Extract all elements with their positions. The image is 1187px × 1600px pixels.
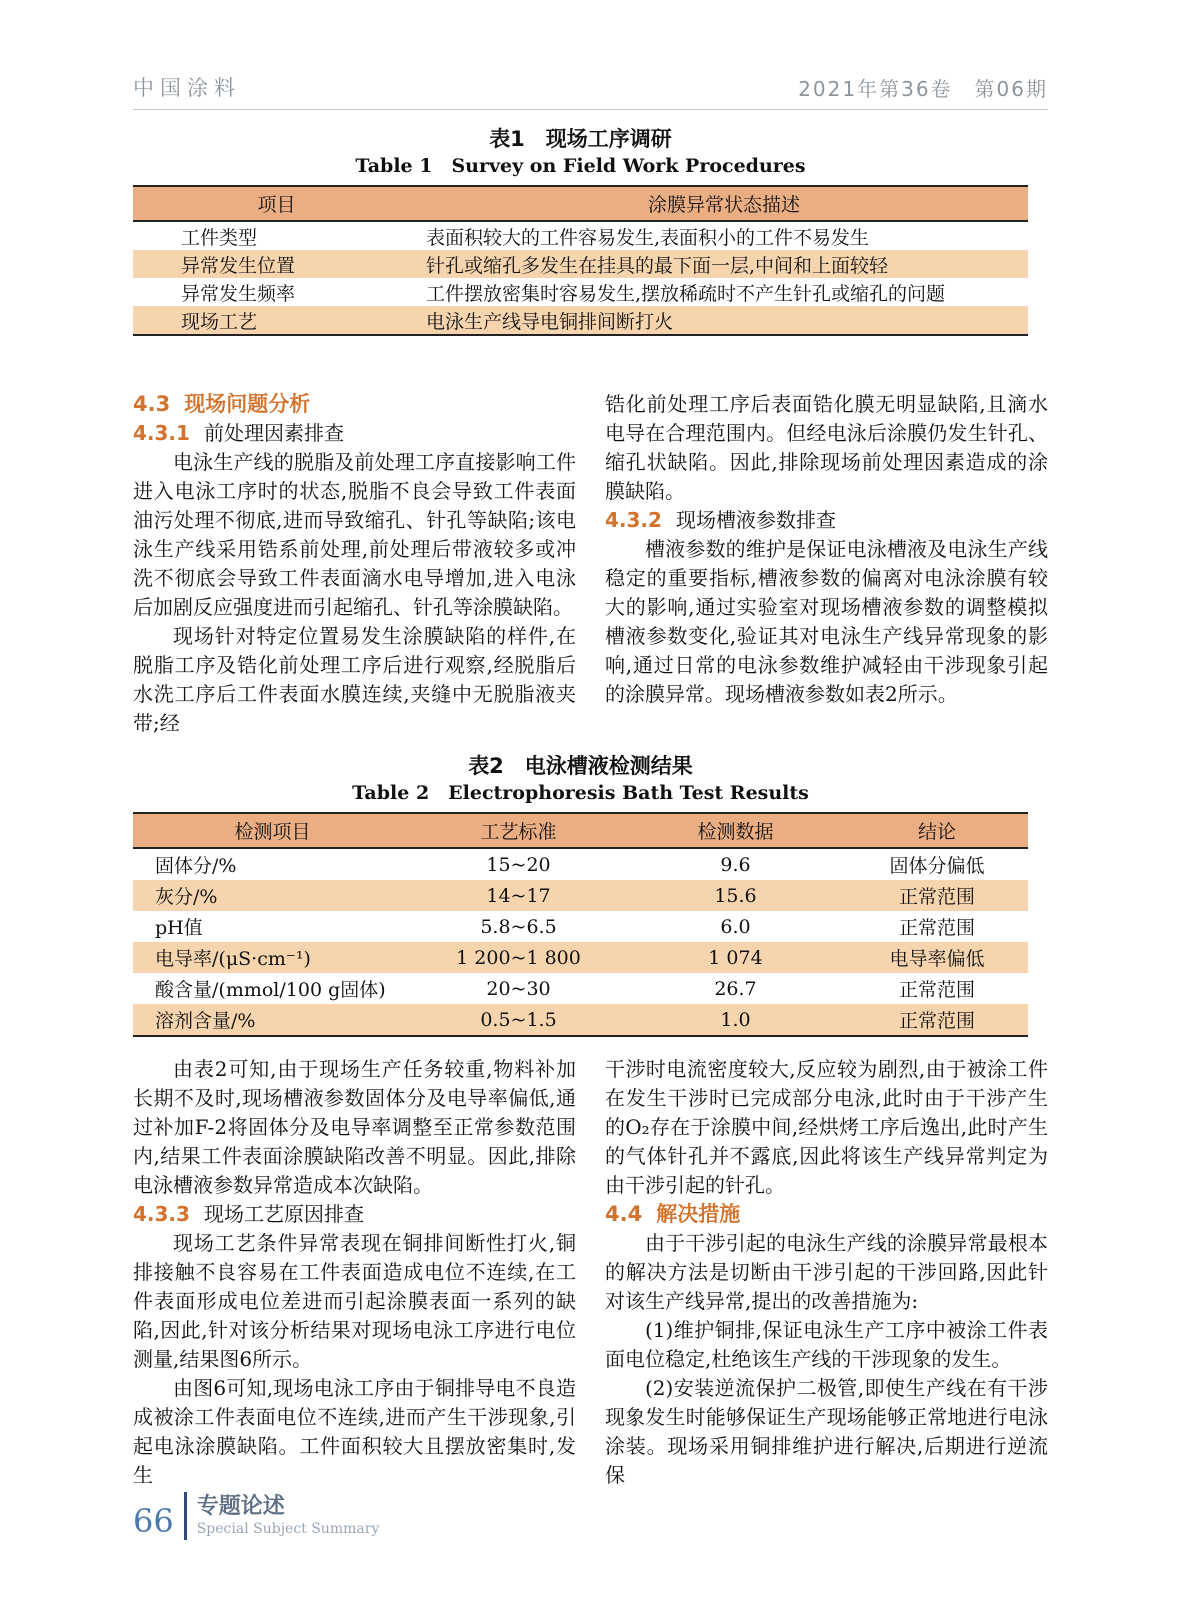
table2-caption-cn: 表2 电泳槽液检测结果 (468, 754, 693, 778)
paragraph: (2)安装逆流保护二极管,即使生产线在有干涉现象发生时能够保证生产现场能够正常地进行电泳涂装。现场采用铜排维护进行解决,后期进行逆流保 (605, 1376, 1048, 1487)
table-cell: 电导率偏低 (889, 948, 985, 970)
table2-col-header: 结论 (846, 813, 1028, 848)
table-row (133, 880, 1028, 911)
table-cell: 9.6 (720, 853, 751, 876)
subsection-number: 4.3.3 (133, 1202, 190, 1226)
footer-column-labels (197, 1494, 380, 1538)
table2-header-row (133, 813, 1028, 848)
table2-block (133, 753, 1028, 1037)
left-column (133, 1055, 576, 1490)
table-row (133, 942, 1028, 973)
table-cell: 正常范围 (898, 917, 975, 939)
table-cell: 酸含量/(mmol/100 g固体) (155, 979, 386, 1001)
section-title: 解决措施 (656, 1202, 741, 1226)
table-cell: 15~20 (486, 853, 551, 876)
table-cell: 电泳生产线导电铜排间断打火 (426, 310, 674, 333)
table1 (133, 185, 1028, 336)
section-title: 现场问题分析 (184, 392, 311, 416)
running-head (133, 72, 1048, 110)
table2-col-header: 检测项目 (133, 813, 412, 848)
table-cell: 现场工艺 (181, 310, 258, 333)
section-number: 4.4 (605, 1202, 643, 1226)
table-cell: 灰分/% (155, 886, 218, 908)
table-cell: 正常范围 (898, 886, 975, 908)
table1-col-header: 涂膜异常状态描述 (420, 186, 1028, 221)
paragraph: 干涉时电流密度较大,反应较为剧烈,由于被涂工件在发生干涉时已完成部分电泳,此时由于干涉产生的O₂存在于涂膜中间,经烘烤工序后逸出,此时产生的气体针孔并不露底,因此将该生产线异常判定为由干涉引起的针孔。 (605, 1057, 1048, 1197)
table-row (133, 250, 1028, 278)
table1-block (133, 126, 1028, 336)
page-footer (133, 1492, 379, 1540)
section-heading-4-4 (605, 1200, 1048, 1229)
table-cell: 异常发生频率 (181, 282, 296, 305)
table-row (133, 911, 1028, 942)
right-column (605, 390, 1048, 738)
footer-column-name-cn: 专题论述 (196, 1494, 285, 1519)
right-column (605, 1055, 1048, 1490)
table-cell: 固体分/% (155, 855, 237, 877)
table2 (133, 812, 1028, 1037)
subsection-title: 现场工艺原因排查 (203, 1202, 364, 1226)
footer-divider-bar (184, 1492, 187, 1540)
table1-col-header: 项目 (133, 186, 420, 221)
body-section-1 (133, 390, 1048, 738)
table-cell: 5.8~6.5 (480, 915, 557, 938)
page-number: 66 (133, 1502, 174, 1540)
paragraph: (1)维护铜排,保证电泳生产工序中被涂工件表面电位稳定,杜绝该生产线的干涉现象的发生。 (605, 1318, 1048, 1371)
subsection-number: 4.3.2 (605, 508, 662, 532)
subsection-heading-4-3-1 (133, 419, 576, 448)
table-cell: 1.0 (720, 1008, 751, 1031)
table-row (133, 278, 1028, 306)
table2-caption-en: Table 2 Electrophoresis Bath Test Results (352, 782, 809, 804)
table-cell: 电导率/(μS·cm⁻¹) (155, 948, 311, 970)
table-row (133, 1004, 1028, 1036)
table-row (133, 306, 1028, 335)
table1-caption-en: Table 1 Survey on Field Work Procedures (355, 155, 806, 177)
table-row (133, 973, 1028, 1004)
table-cell: 正常范围 (898, 979, 975, 1001)
table-cell: 工件类型 (181, 226, 258, 249)
table-cell: 针孔或缩孔多发生在挂具的最下面一层,中间和上面较轻 (426, 254, 889, 277)
paragraph: 锆化前处理工序后表面锆化膜无明显缺陷,且滴水电导在合理范围内。但经电泳后涂膜仍发生针孔、缩孔状缺陷。因此,排除现场前处理因素造成的涂膜缺陷。 (605, 392, 1048, 503)
table1-caption-cn: 表1 现场工序调研 (489, 127, 672, 151)
body-section-2 (133, 1055, 1048, 1490)
table2-col-header: 工艺标准 (412, 813, 625, 848)
table-row (133, 221, 1028, 250)
subsection-heading-4-3-2 (605, 506, 1048, 535)
section-heading-4-3 (133, 390, 576, 419)
subsection-title: 前处理因素排查 (203, 421, 344, 445)
journal-name: 中国涂料 (133, 76, 241, 100)
table-cell: 正常范围 (898, 1010, 975, 1032)
table2-col-header: 检测数据 (625, 813, 846, 848)
table-row (133, 848, 1028, 880)
subsection-number: 4.3.1 (133, 421, 190, 445)
table-cell: 1 200~1 800 (456, 946, 581, 969)
table-cell: 15.6 (714, 884, 757, 907)
subsection-title: 现场槽液参数排查 (675, 508, 836, 532)
subsection-heading-4-3-3 (133, 1200, 576, 1229)
table-cell: 1 074 (708, 946, 763, 969)
paragraph: 现场工艺条件异常表现在铜排间断性打火,铜排接触不良容易在工件表面造成电位不连续,在工件表面形成电位差进而引起涂膜表面一系列的缺陷,因此,针对该分析结果对现场电泳工序进行电位测量,结果图6所示。 (133, 1231, 576, 1371)
table-cell: 工件摆放密集时容易发生,摆放稀疏时不产生针孔或缩孔的问题 (426, 282, 946, 305)
table-cell: 溶剂含量/% (155, 1010, 256, 1032)
table-cell: 0.5~1.5 (480, 1008, 557, 1031)
paragraph: 电泳生产线的脱脂及前处理工序直接影响工件进入电泳工序时的状态,脱脂不良会导致工件表面油污处理不彻底,进而导致缩孔、针孔等缺陷;该电泳生产线采用锆系前处理,前处理后带液较多或冲洗不彻底会导致工件表面滴水电导增加,进入电泳后加剧反应强度进而引起缩孔、针孔等涂膜缺陷。 (133, 450, 576, 619)
table-cell: 6.0 (720, 915, 751, 938)
table1-header-row (133, 186, 1028, 221)
paragraph: 现场针对特定位置易发生涂膜缺陷的样件,在脱脂工序及锆化前处理工序后进行观察,经脱脂后水洗工序后工件表面水膜连续,夹缝中无脱脂液夹带;经 (133, 624, 576, 735)
paragraph: 由图6可知,现场电泳工序由于铜排导电不良造成被涂工件表面电位不连续,进而产生干涉现象,引起电泳涂膜缺陷。工件面积较大且摆放密集时,发生 (133, 1376, 576, 1487)
issue-info: 2021年第36卷 第06期 (798, 77, 1048, 101)
paragraph: 由表2可知,由于现场生产任务较重,物料补加长期不及时,现场槽液参数固体分及电导率偏低,通过补加F-2将固体分及电导率调整至正常参数范围内,结果工件表面涂膜缺陷改善不明显。因此,排除电泳槽液参数异常造成本次缺陷。 (133, 1057, 576, 1197)
paragraph: 由于干涉引起的电泳生产线的涂膜异常最根本的解决方法是切断由干涉引起的干涉回路,因此针对该生产线异常,提出的改善措施为: (605, 1231, 1048, 1313)
footer-column-name-en: Special Subject Summary (196, 1521, 380, 1537)
table-cell: 表面积较大的工件容易发生,表面积小的工件不易发生 (426, 226, 870, 249)
section-number: 4.3 (133, 392, 171, 416)
table-cell: 14~17 (486, 884, 551, 907)
paragraph: 槽液参数的维护是保证电泳槽液及电泳生产线稳定的重要指标,槽液参数的偏离对电泳涂膜有较大的影响,通过实验室对现场槽液参数的调整模拟槽液参数变化,验证其对电泳生产线异常现象的影响,通过日常的电泳参数维护减轻由干涉现象引起的涂膜异常。现场槽液参数如表2所示。 (605, 537, 1048, 706)
table-cell: 固体分偏低 (889, 855, 985, 877)
table-cell: 26.7 (714, 977, 757, 1000)
left-column (133, 390, 576, 738)
table-cell: pH值 (155, 917, 203, 939)
table-cell: 异常发生位置 (181, 254, 296, 277)
table-cell: 20~30 (486, 977, 551, 1000)
